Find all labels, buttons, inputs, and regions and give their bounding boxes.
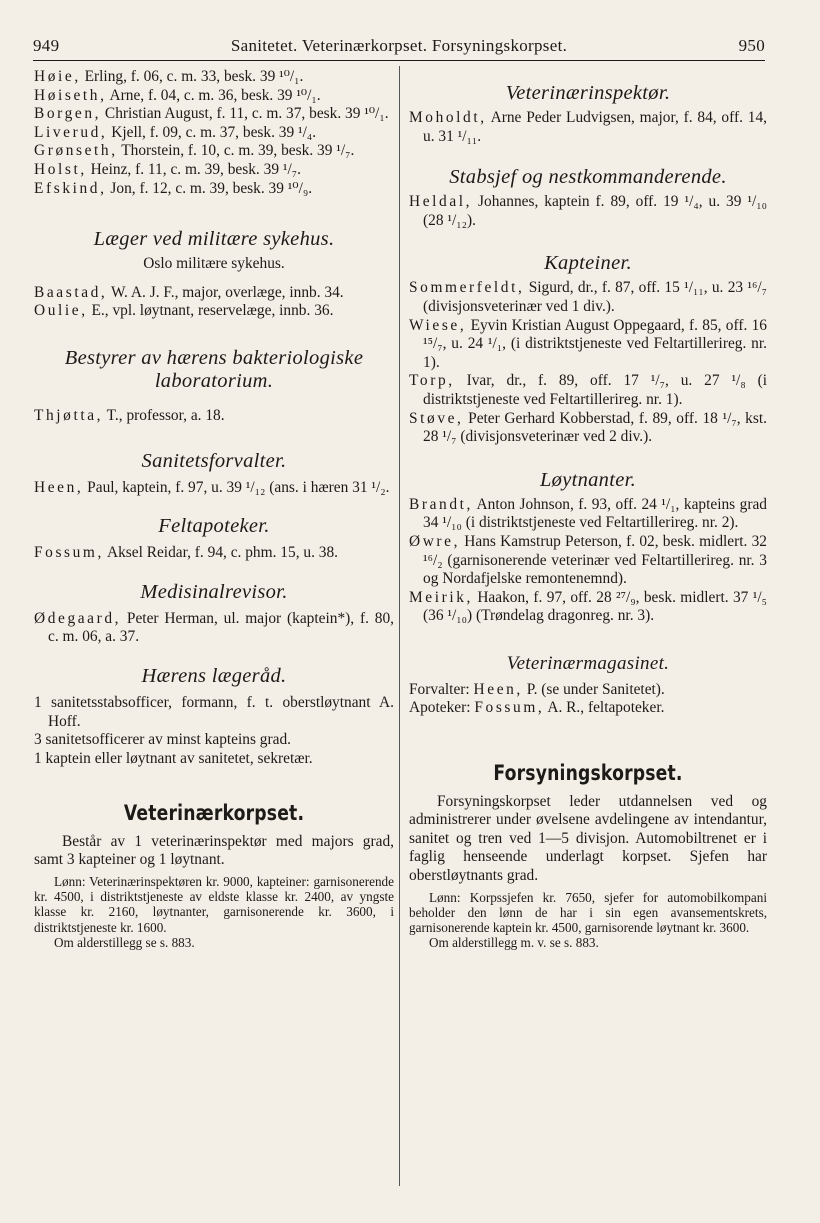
section-heading-sanitetsforvalter: Sanitetsforvalter. [141, 449, 287, 472]
list-item: Støve, Peter Gerhard Kobberstad, f. 89, off. 18 ¹/₇, kst. 28 ¹/₇ (divisjonsveterinær ved 2 div.). [409, 409, 767, 446]
list-item: Grønseth, Thorstein, f. 10, c. m. 39, besk. 39 ¹/₇. [34, 142, 355, 160]
section-heading-veterinaerkorpset: Veterinærkorpset. [123, 801, 305, 826]
paragraph: Forsyningskorpset leder utdannelsen ved og administrerer under øvelsene avdelingene av intendantur, sanitet og tren ved 1—5 divisjon. Automobiltrenet er i faglig henseende underlagt korpset. Sjefen har oberstløytnants grad. [409, 792, 767, 885]
section-heading-forsyningskorpset: Forsyningskorpset. [493, 761, 683, 786]
page-number-left: 949 [33, 36, 60, 55]
seniority-note: Om alderstillegg se s. 883. [54, 934, 195, 950]
list-item: Forvalter: Heen, P. (se under Sanitetet). [409, 680, 665, 698]
list-item: Høiseth, Arne, f. 04, c. m. 36, besk. 39 ¹⁰/₁. [34, 86, 321, 104]
list-item: Sommerfeldt, Sigurd, dr., f. 87, off. 15 ¹/₁₁, u. 23 ¹⁶/₇ (divisjonsveterinær ved 1 div.). [409, 279, 767, 315]
list-item: Høie, Erling, f. 06, c. m. 33, besk. 39 ¹⁰/₁. [34, 68, 304, 85]
list-item: Brandt, Anton Johnson, f. 93, off. 24 ¹/₁, kapteins grad 34 ¹/₁₀ (i distriktstjeneste ved Feltartillerireg. nr. 2). [409, 495, 767, 532]
list-item: Torp, Ivar, dr., f. 89, off. 17 ¹/₇, u. 27 ¹/₈ (i distriktstjeneste ved Feltartillerireg. nr. 1). [409, 372, 767, 408]
section-heading-laeger: Læger ved militære sykehus. [93, 228, 335, 251]
list-item: Øwre, Hans Kamstrup Peterson, f. 02, besk. midlert. 32 ¹⁶/₂ (garnisonerende veterinær ved Feltartillerireg. nr. 3 og Nordafjelske remontenemnd). [409, 532, 767, 588]
list-item: Heen, Paul, kaptein, f. 97, u. 39 ¹/₁₂ (ans. i hæren 31 ¹/₂. [34, 478, 390, 496]
left-column [34, 68, 394, 950]
salary-note: Lønn: Veterinærinspektøren kr. 9000, kapteiner: garnisonerende kr. 4500, i distriktstjeneste av eldste klasse kr. 2400, av yngste klasse kr. 2160, løytnanter, garnisonerende kr. 3600, i distriktstjeneste kr. 1600. [34, 874, 394, 935]
section-heading-inspektor: Veterinærinspektør. [505, 82, 671, 104]
section-heading-bestyrer: Bestyrer av hærens bakteriologiske laboratorium. [64, 346, 364, 392]
list-item: Moholdt, Arne Peder Ludvigsen, major, f. 84, off. 14, u. 31 ¹/₁₁. [409, 109, 767, 145]
list-item: Borgen, Christian August, f. 11, c. m. 37, besk. 39 ¹⁰/₁. [34, 105, 389, 123]
salary-note: Lønn: Korpssjefen kr. 7650, sjefer for automobilkompani beholder den lønn de har i sin egen avansementskrets, garnisonerende kaptein kr. 4500, garnisorende løytnant kr. 3600. [409, 889, 767, 936]
list-item: Fossum, Aksel Reidar, f. 94, c. phm. 15, u. 38. [34, 544, 339, 562]
section-heading-stabsjef: Stabsjef og nestkommanderende. [449, 166, 727, 189]
seniority-note: Om alderstillegg m. v. se s. 883. [429, 935, 599, 951]
page-header [33, 36, 765, 61]
section-subheading: Oslo militære sykehus. [143, 255, 285, 273]
list-item: Thjøtta, T., professor, a. 18. [34, 406, 225, 424]
page-number-right: 950 [738, 36, 765, 55]
section-heading-loytnanter: Løytnanter. [539, 468, 637, 491]
list-item: Oulie, E., vpl. løytnant, reservelæge, innb. 36. [34, 302, 334, 320]
list-item: Heldal, Johannes, kaptein f. 89, off. 19 ¹/₄, u. 39 ¹/₁₀ (28 ¹/₁₂). [409, 193, 767, 229]
list-item: Apoteker: Fossum, A. R., feltapoteker. [409, 699, 665, 717]
right-column [409, 68, 767, 950]
column-divider [399, 66, 400, 1186]
list-item: 1 sanitetsstabsofficer, formann, f. t. oberstløytnant A. Hoff. [34, 693, 394, 730]
list-item: Liverud, Kjell, f. 09, c. m. 37, besk. 39 ¹/₄. [34, 123, 317, 141]
list-item: 3 sanitetsofficerer av minst kapteins grad. [34, 731, 292, 749]
section-heading-magasinet: Veterinærmagasinet. [506, 652, 670, 674]
running-title: Sanitetet. Veterinærkorpset. Forsyningskorpset. [230, 36, 568, 55]
section-heading-feltapoteker: Feltapoteker. [158, 515, 270, 538]
list-item: Meirik, Haakon, f. 97, off. 28 ²⁷/₉, besk. midlert. 37 ¹/₅ (36 ¹/₁₀) (Trøndelag dragonreg. nr. 3). [409, 588, 767, 625]
list-item: 1 kaptein eller løytnant av sanitetet, sekretær. [34, 749, 313, 767]
list-item: Efskind, Jon, f. 12, c. m. 39, besk. 39 ¹⁰/₉. [34, 179, 313, 197]
list-item: Baastad, W. A. J. F., major, overlæge, innb. 34. [34, 283, 344, 301]
section-heading-kapteiner: Kapteiner. [544, 252, 632, 275]
list-item: Ødegaard, Peter Herman, ul. major (kaptein*), f. 80, c. m. 06, a. 37. [34, 609, 394, 646]
list-item: Wiese, Eyvin Kristian August Oppegaard, f. 85, off. 16 ¹⁵/₇, u. 24 ¹/₁, (i distriktstjeneste ved Feltartillerireg. nr. 1). [409, 316, 767, 371]
section-heading-laegerad: Hærens lægeråd. [141, 664, 287, 687]
section-heading-medisinalrevisor: Medisinalrevisor. [140, 580, 288, 603]
paragraph: Består av 1 veterinærinspektør med majors grad, samt 3 kapteiner og 1 løytnant. [34, 832, 394, 869]
list-item: Holst, Heinz, f. 11, c. m. 39, besk. 39 ¹/₇. [34, 160, 301, 178]
